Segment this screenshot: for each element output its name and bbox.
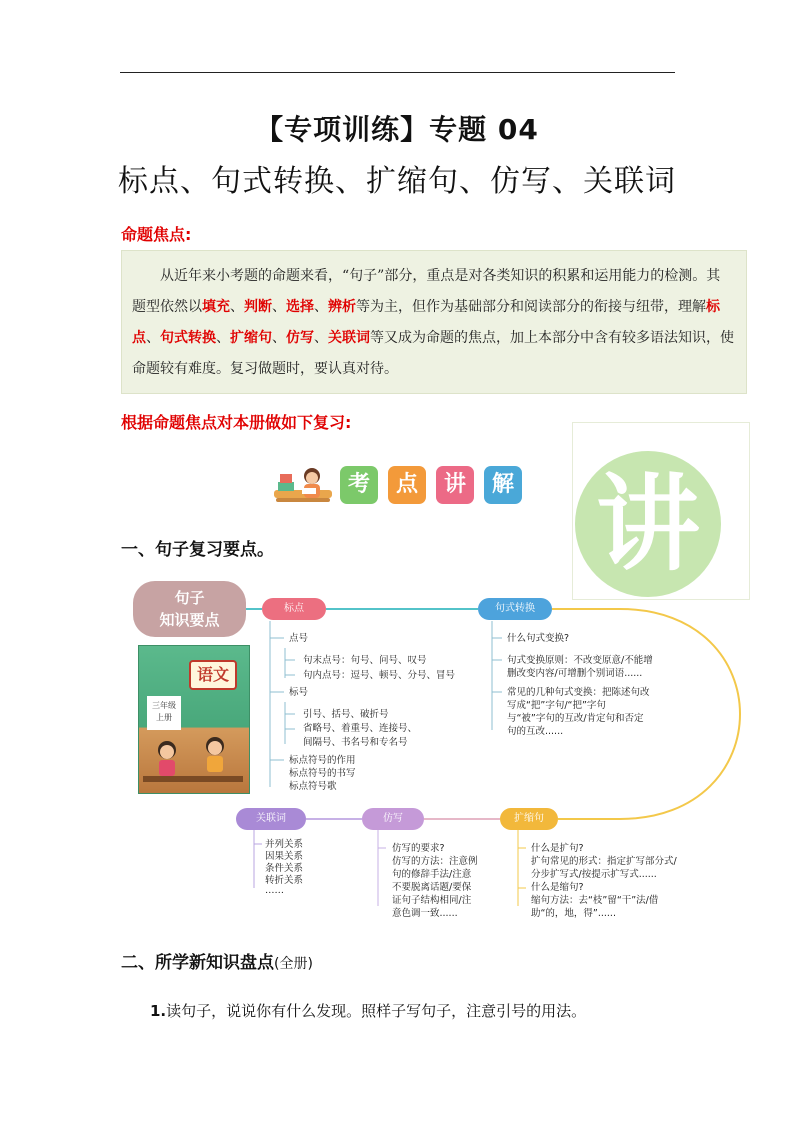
book-volume-text: 上册 (156, 713, 172, 722)
bd-biaohao-2: 省略号、着重号、连接号、 (303, 723, 418, 734)
focus-heading: 命题焦点: (121, 225, 192, 244)
kuosuo-node: 扩缩句 (500, 808, 558, 830)
biaodian-node: 标点 (262, 598, 326, 620)
js-common-2: 写成“把”字句/“把”字句 (507, 700, 606, 711)
stamp-char: 讲 (595, 463, 700, 585)
section-2-title: 二、所学新知识盘点 (121, 953, 274, 973)
focus-text-segment: 、 (314, 330, 328, 346)
js-common-1: 常见的几种句式变换：把陈述句改 (507, 687, 650, 698)
gl-item-2: 因果关系 (265, 851, 304, 862)
ks-line-3: 分步扩写式/按提示扩写式...... (531, 869, 657, 880)
fx-line-2: 仿写的方法：注意例 (392, 856, 478, 867)
ks-line-4: 什么是缩句? (531, 882, 584, 893)
jushi-node: 句式转换 (478, 598, 552, 620)
bd-biaohao-1: 引号、括号、破折号 (303, 709, 389, 720)
js-common-3: 与“被”字句的互改/肯定句和否定 (507, 713, 644, 724)
dian-tile: 点 (388, 466, 426, 504)
js-common-4: 句的互改...... (507, 726, 564, 737)
focus-text-segment: 、 (230, 299, 244, 315)
jiang-tile: 讲 (436, 466, 474, 504)
page-subtitle: 标点、句式转换、扩缩句、仿写、关联词 (118, 164, 676, 199)
ks-line-5: 缩句方法：去“枝”留“干”法/借 (531, 895, 659, 906)
bd-use-2: 标点符号的书写 (289, 768, 356, 779)
question-1-text: 读句子，说说你有什么发现。照样子写句子，注意引号的用法。 (166, 1002, 587, 1020)
section-2-note: (全册) (274, 956, 313, 972)
bd-use-1: 标点符号的作用 (289, 755, 356, 766)
fx-line-1: 仿写的要求? (392, 843, 445, 854)
js-question: 什么句式变换? (507, 633, 570, 644)
js-principle-1: 句式变换原则：不改变原意/不能增 (507, 655, 653, 666)
focus-keyword: 辨析 (328, 299, 356, 315)
center-line2: 知识要点 (159, 611, 220, 629)
focus-keyword: 判断 (244, 299, 272, 315)
bd-jumo: 句末点号：句号、问号、叹号 (303, 655, 427, 666)
focus-text-segment: 、 (272, 330, 286, 346)
bd-biaohao-3: 间隔号、书名号和专名号 (303, 737, 408, 748)
focus-text-segment: 、 (314, 299, 328, 315)
focus-text-segment: 、 (272, 299, 286, 315)
focus-keyword: 标点 (132, 299, 720, 346)
question-1-number: 1. (150, 1002, 167, 1020)
center-line1: 句子 (174, 589, 205, 607)
js-principle-2: 删改变内容/可增删个别词语...... (507, 668, 643, 679)
bd-biaohao: 标号 (289, 687, 309, 698)
focus-keyword: 填充 (202, 299, 230, 315)
focus-text-segment: 等又成为命题的焦点，加上本部分中含有较多语法知识，使命题较有难度。复习做题时，要认真对待。 (132, 330, 734, 377)
guanlian-node: 关联词 (236, 808, 306, 830)
review-heading: 根据命题焦点对本册做如下复习: (121, 413, 352, 432)
focus-keyword: 句式转换 (160, 330, 216, 346)
section-2-heading (121, 948, 313, 973)
bd-dianhao: 点号 (289, 633, 309, 644)
book-grade-text: 三年级 (152, 701, 176, 710)
question-1 (150, 1000, 586, 1021)
jie-tile: 解 (484, 466, 522, 504)
book-illustration-icon (139, 732, 247, 792)
focus-keyword: 仿写 (286, 330, 314, 346)
fx-line-6: 意色调一致...... (392, 908, 458, 919)
fangxie-node: 仿写 (362, 808, 424, 830)
section-1-heading: 一、句子复习要点。 (121, 540, 274, 560)
focus-text-segment: 、 (216, 330, 230, 346)
page-title: 【专项训练】专题 04 (255, 113, 539, 146)
bd-junei: 句内点号：逗号、顿号、分号、冒号 (303, 670, 456, 681)
focus-text-segment: 、 (146, 330, 160, 346)
gl-item-3: 条件关系 (265, 863, 304, 874)
focus-text-segment: 等为主，但作为基础部分和阅读部分的衔接与纽带，理解 (356, 299, 706, 315)
focus-text-segment: 从近年来小考题的命题来看，“句子”部分，重点是对各类知识的积累和运用能力的检测。其题型依然以 (132, 268, 721, 315)
textbook-cover-image (138, 645, 250, 794)
bd-use-3: 标点符号歌 (289, 781, 337, 792)
ks-line-2: 扩句常见的形式：指定扩写部分式/ (531, 856, 677, 867)
focus-keyword: 关联词 (328, 330, 370, 346)
fx-line-3: 句的修辞手法/注意 (392, 869, 472, 880)
ks-line-6: 助“的，地，得”...... (531, 908, 616, 919)
gl-item-4: 转折关系 (265, 875, 304, 886)
gl-item-5: …… (265, 885, 284, 896)
kao-tile: 考 (340, 466, 378, 504)
mindmap-center (133, 581, 246, 637)
book-label: 语文 (189, 660, 237, 690)
fx-line-5: 证句子结构相同/注 (392, 895, 472, 906)
book-grade (147, 696, 181, 730)
gl-item-1: 并列关系 (265, 839, 304, 850)
fx-line-4: 不要脱离话题/要保 (392, 882, 472, 893)
focus-keyword: 选择 (286, 299, 314, 315)
focus-keyword: 扩缩句 (230, 330, 272, 346)
ks-line-1: 什么是扩句? (531, 843, 584, 854)
